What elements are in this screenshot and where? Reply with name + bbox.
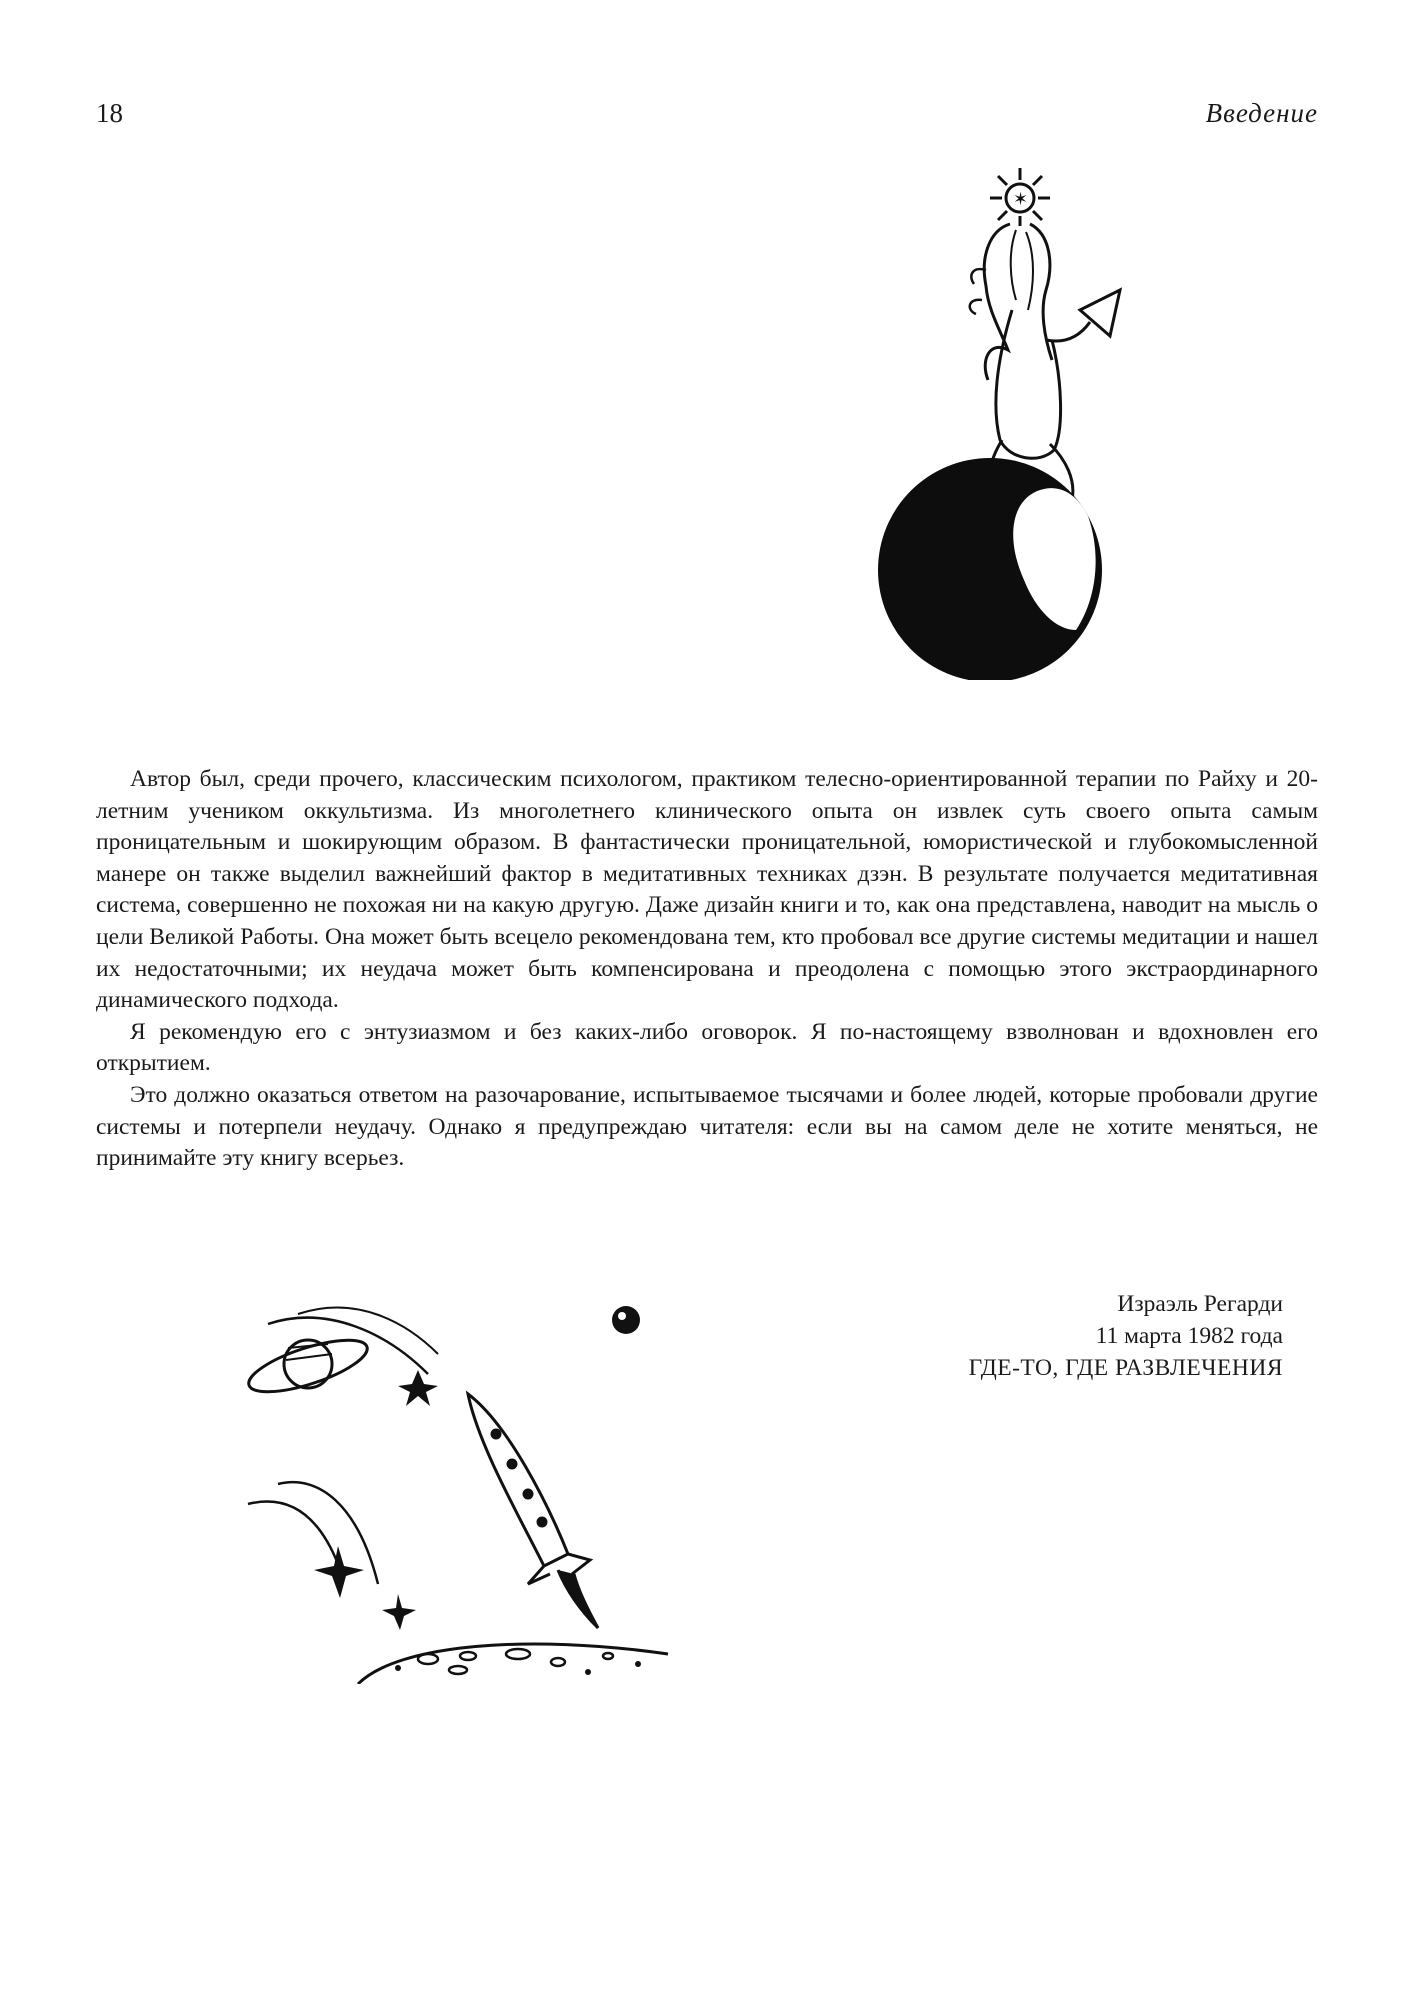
running-head: Введение <box>1205 98 1318 128</box>
moon-icon <box>612 1306 640 1334</box>
paragraph: Это должно оказаться ответом на разочарование, испытываемое тысячами и более людей, которые пробовали другие системы и потерпели неудачу. Однако я предупреждаю читателя: если вы на самом деле не хотите меняться, не принимайте эту книгу всерьез. <box>96 1081 1318 1172</box>
planet-icon <box>243 1330 372 1403</box>
signature-block <box>969 1288 1283 1384</box>
rocket-icon <box>468 1394 598 1628</box>
signature-place: ГДЕ-ТО, ГДЕ РАЗВЛЕЧЕНИЯ <box>968 1355 1283 1381</box>
paragraph: Автор был, среди прочего, классическим психологом, практиком телесно-ориентированной терапии по Райху и 20-летним учеником оккультизма. Из многолетнего клинического опыта он извлек суть своего опыта самым проницательным и шокирующим образом. В фантастически проницательной, юмористической и глубокомысленной манере он также выделил важнейший фактор в медитативных техниках дзэн. В результате получается медитативная система, совершенно не похожая ни на какую другую. Даже дизайн книги и то, как она представлена, наводит на мысль о цели Великой Работы. Она может быть всецело рекомендована тем, кто пробовал все другие системы медитации и нашел их недостаточными; их неудача может быть компенсирована и преодолена с помощью этого экстраординарного динамического подхода. <box>96 766 1318 1014</box>
illustration-space-scene <box>228 1284 678 1684</box>
star-icon <box>398 1370 438 1406</box>
page-number: 18 <box>96 98 123 128</box>
star-icon <box>382 1594 416 1630</box>
body-text <box>96 764 1318 1175</box>
star-icon <box>314 1546 364 1598</box>
author-name: Израэль Регарди <box>1117 1291 1283 1317</box>
illustration-woman-on-globe <box>840 160 1140 680</box>
signature-date: 11 марта 1982 года <box>1095 1323 1283 1349</box>
paragraph: Я рекомендую его с энтузиазмом и без каких-либо оговорок. Я по-настоящему взволнован и вдохновлен его открытием. <box>96 1018 1318 1077</box>
svg-text:✶: ✶ <box>1013 189 1029 210</box>
